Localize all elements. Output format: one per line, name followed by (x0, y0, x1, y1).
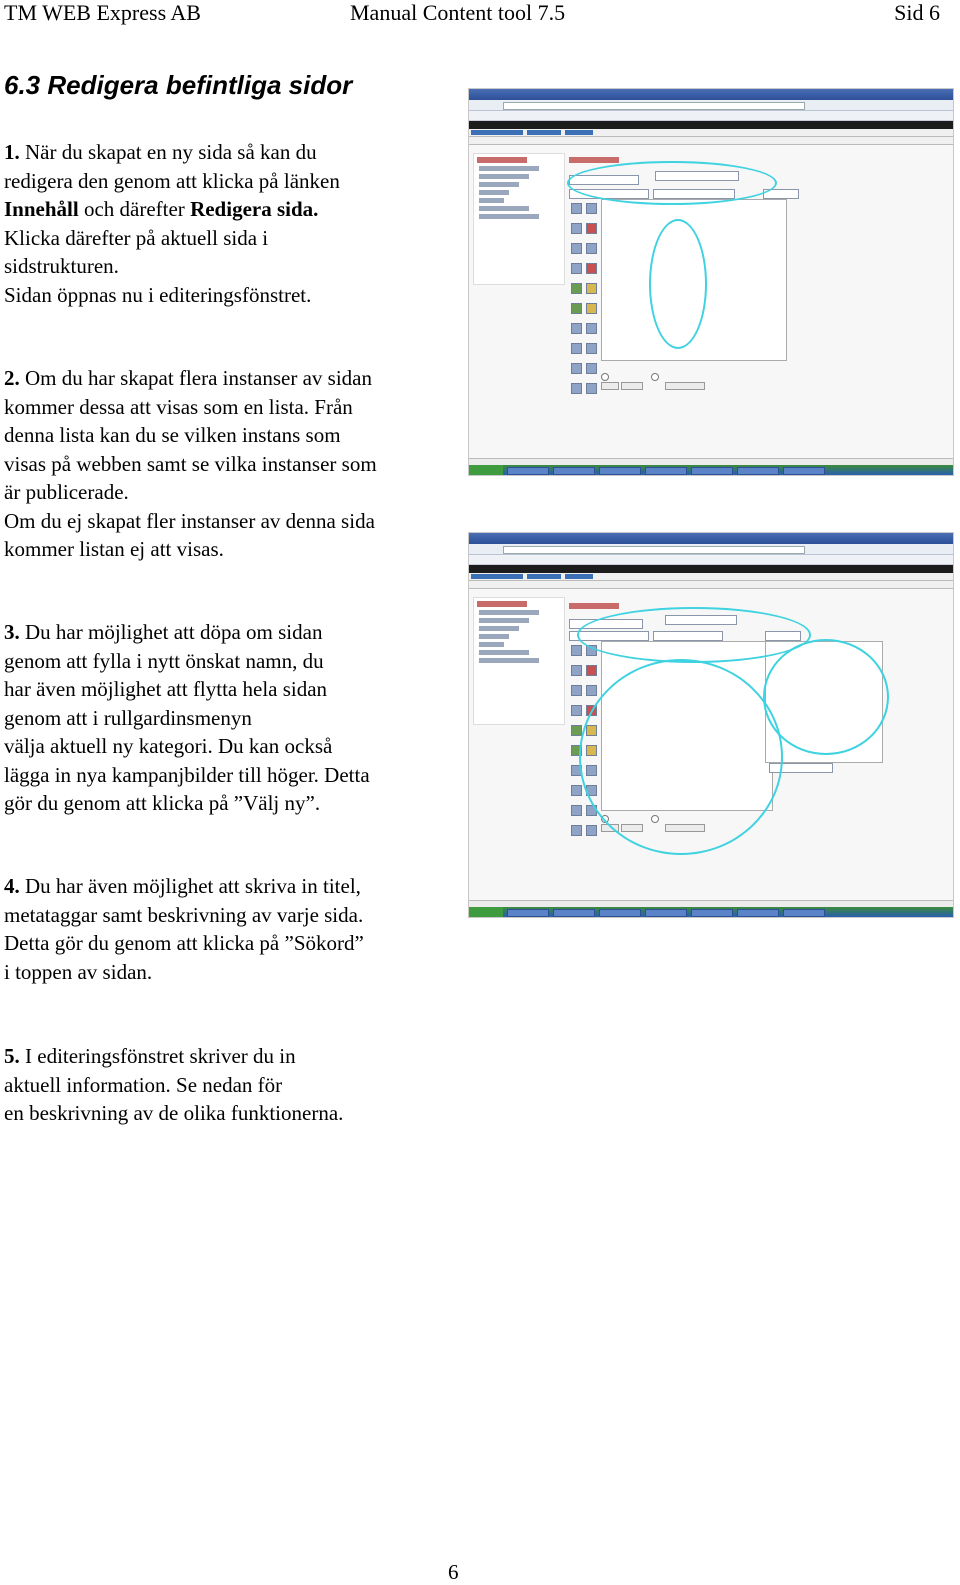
text-run: Om du har skapat flera instanser av sidan (19, 366, 372, 390)
highlight-circle-editor (579, 659, 783, 855)
windows-taskbar (469, 907, 953, 917)
cms-sub-menu (469, 129, 953, 137)
text-run: metataggar samt beskrivning av varje sida. (4, 902, 364, 927)
text-run: i toppen av sidan. (4, 959, 153, 984)
cms-main-menu (469, 121, 953, 129)
step-number: 2. (4, 366, 20, 390)
browser-favorites-bar (469, 111, 953, 121)
bold-text: Innehåll (4, 197, 79, 221)
text-run: Du har möjlighet att döpa om sidan (19, 620, 323, 644)
step-line (4, 478, 454, 507)
step-number: 1. (4, 140, 20, 164)
text-run: en beskrivning av de olika funktionerna. (4, 1101, 344, 1125)
step-line (4, 675, 454, 704)
text-run: denna lista kan du se vilken instans som (4, 423, 341, 447)
text-run: I editeringsfönstret skriver du in (19, 1044, 296, 1068)
highlight-circle-instances (649, 219, 707, 349)
cms-sub-menu (469, 573, 953, 581)
text-run: Klicka därefter på aktuell sida i (4, 225, 269, 250)
step-line (4, 252, 454, 281)
step-line (4, 761, 454, 790)
editor-heading (569, 603, 619, 609)
step-line (4, 929, 454, 958)
text-run: kommer dessa att visas som en lista. Från (4, 394, 353, 419)
step-line (4, 618, 454, 647)
text-run: och därefter (78, 197, 191, 221)
step-line (4, 704, 454, 733)
step-line (4, 1042, 454, 1071)
step-line (4, 647, 454, 676)
highlight-circle-campaign (763, 639, 889, 755)
step-line (4, 901, 454, 930)
browser-titlebar (469, 533, 953, 544)
cms-sub-menu-2 (469, 581, 953, 589)
editor-heading (569, 157, 619, 163)
step-line (4, 535, 454, 564)
step-line (4, 364, 454, 393)
step-3-paragraph (4, 618, 454, 818)
text-run: kommer listan ej att visas. (4, 537, 224, 561)
page-number: 6 (448, 1560, 459, 1584)
text-run: Sidan öppnas nu i editeringsfönstret. (4, 282, 312, 307)
step-line (4, 167, 454, 196)
text-run: Detta gör du genom att klicka på ”Sökord” (4, 931, 364, 955)
text-run: visas på webben samt se vilka instanser som (4, 451, 377, 476)
section-title: 6.3 Redigera befintliga sidor (4, 70, 353, 100)
text-run: har även möjlighet att flytta hela sidan (4, 677, 328, 701)
step-line (4, 872, 454, 901)
step-2-paragraph (4, 364, 454, 564)
text-run: lägga in nya kampanjbilder till höger. Detta (4, 762, 370, 787)
text-run: genom att fylla i nytt önskat namn, du (4, 648, 324, 673)
start-button (469, 907, 503, 917)
step-line (4, 450, 454, 479)
cms-main-menu (469, 565, 953, 573)
browser-address-bar (469, 100, 953, 111)
browser-favorites-bar (469, 555, 953, 565)
text-run: är publicerade. (4, 480, 129, 504)
page-structure-panel (473, 153, 565, 285)
step-line (4, 224, 454, 253)
step-number: 5. (4, 1044, 20, 1068)
step-line (4, 1099, 454, 1128)
step-line (4, 281, 454, 310)
text-run: välja aktuell ny kategori. Du kan också (4, 734, 333, 758)
page-structure-panel (473, 597, 565, 725)
browser-address-bar (469, 544, 953, 555)
text-run: När du skapat en ny sida så kan du (19, 140, 317, 164)
step-5-paragraph (4, 1042, 454, 1128)
header-page-label: Sid 6 (894, 0, 940, 25)
windows-taskbar (469, 465, 953, 475)
text-run: sidstrukturen. (4, 254, 119, 278)
save-radio (601, 373, 609, 381)
text-run: aktuell information. Se nedan för (4, 1072, 283, 1097)
save-new-button (665, 382, 705, 390)
cancel-button (621, 382, 643, 390)
copy-radio (651, 373, 659, 381)
browser-status-bar (469, 458, 953, 465)
highlight-circle-fields (577, 607, 811, 663)
step-line (4, 789, 454, 818)
editor-toolbar (569, 201, 599, 401)
step-line (4, 393, 454, 422)
step-line (4, 138, 454, 167)
step-4-paragraph (4, 872, 454, 986)
text-run: Du har även möjlighet att skriva in titel, (19, 874, 361, 898)
step-line (4, 1071, 454, 1100)
header-manual-title: Manual Content tool 7.5 (350, 0, 566, 25)
browser-titlebar (469, 89, 953, 100)
browser-status-bar (469, 900, 953, 907)
start-button (469, 465, 503, 475)
step-line (4, 732, 454, 761)
step-line (4, 958, 454, 987)
text-run: redigera den genom att klicka på länken (4, 168, 340, 193)
header-company: TM WEB Express AB (4, 0, 201, 25)
bold-text: Redigera sida. (190, 197, 319, 221)
save-button (601, 382, 619, 390)
step-line (4, 195, 454, 224)
text-run: Om du ej skapat fler instanser av denna sida (4, 508, 375, 533)
highlight-circle-fields (567, 161, 777, 205)
step-line (4, 421, 454, 450)
text-run: gör du genom att klicka på ”Välj ny”. (4, 791, 321, 815)
screenshot-rename-page (468, 532, 954, 918)
screenshot-edit-page (468, 88, 954, 476)
step-number: 3. (4, 620, 20, 644)
step-1-paragraph (4, 138, 454, 309)
cms-sub-menu-2 (469, 137, 953, 145)
step-line (4, 507, 454, 536)
text-run: genom att i rullgardinsmenyn (4, 705, 252, 730)
step-number: 4. (4, 874, 20, 898)
